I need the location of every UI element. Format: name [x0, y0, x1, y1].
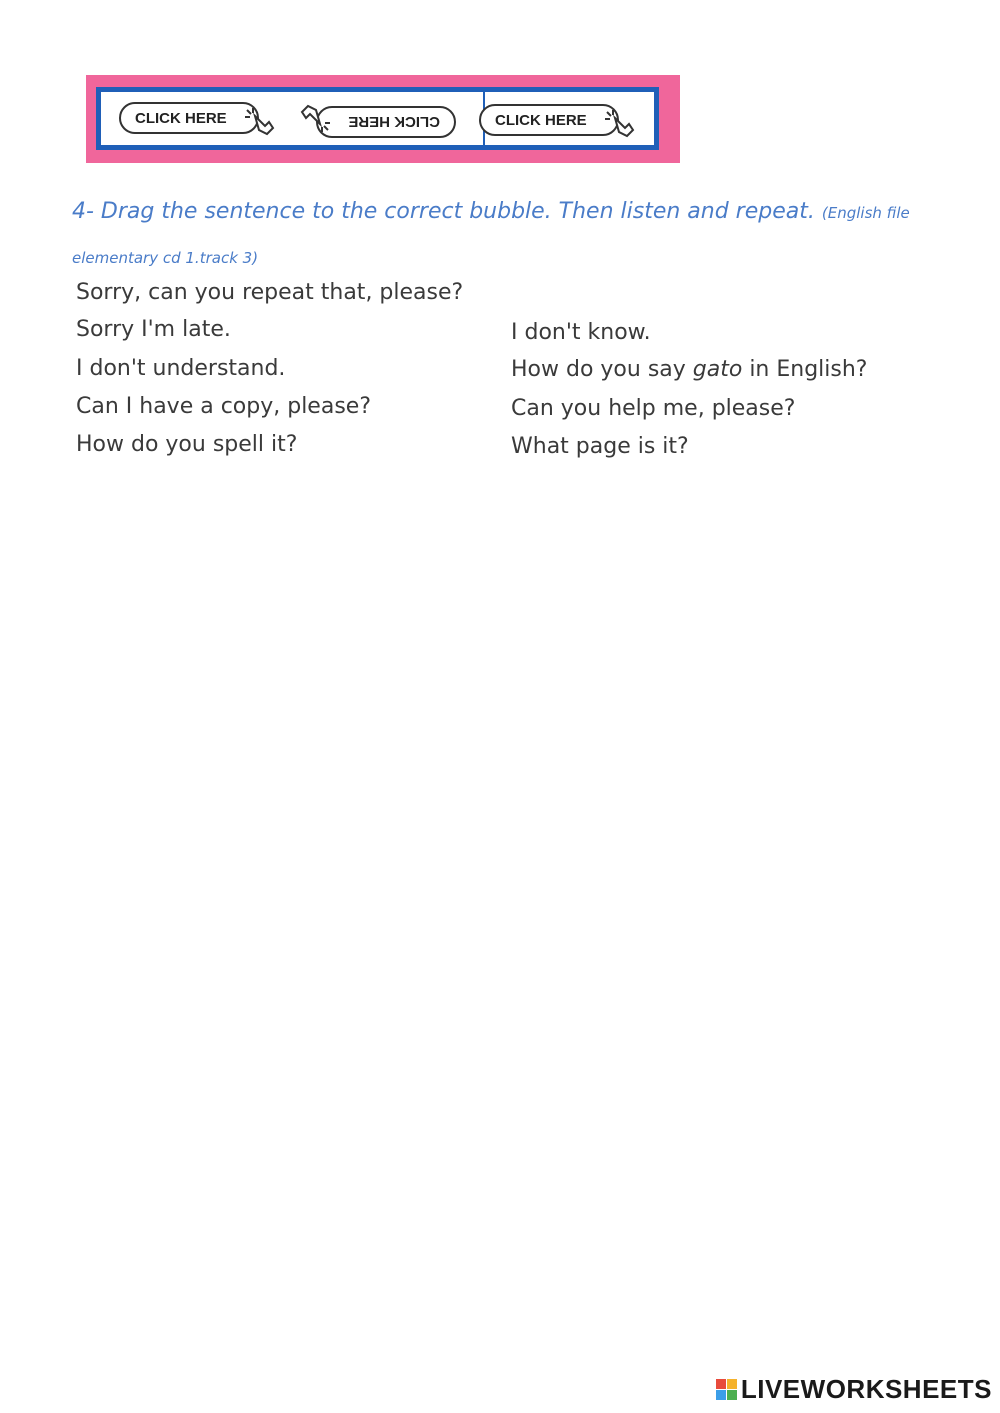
pointer-hand-icon — [603, 108, 639, 138]
liveworksheets-logo — [716, 1374, 992, 1405]
phrase-draggable[interactable] — [511, 357, 868, 382]
click-here-label: CLICK HERE — [135, 109, 227, 127]
click-here-button-2[interactable] — [316, 106, 456, 138]
click-here-button-3[interactable] — [479, 104, 619, 136]
pointer-hand-icon — [243, 106, 279, 136]
phrase-italic-word: gato — [692, 357, 743, 382]
logo-text: LIVEWORKSHEETS — [740, 1374, 992, 1404]
instruction-main: 4- Drag the sentence to the correct bubble. Then listen and repeat. — [72, 199, 815, 224]
click-here-label: CLICK HERE — [348, 113, 440, 131]
instruction-source: (English file elementary cd 1.track 3) — [72, 204, 910, 267]
banner-frame — [96, 87, 659, 150]
phrase-text: How do you say — [511, 357, 693, 382]
phrase-draggable[interactable]: Sorry, can you repeat that, please? — [76, 280, 464, 305]
pointer-hand-icon — [296, 104, 332, 134]
liveworksheets-grid-icon — [716, 1379, 737, 1400]
phrase-draggable[interactable]: How do you spell it? — [76, 432, 298, 457]
banner-body — [101, 92, 654, 145]
exercise-instruction — [72, 190, 932, 280]
phrase-draggable[interactable]: I don't understand. — [76, 356, 286, 381]
phrase-draggable[interactable]: I don't know. — [511, 320, 651, 345]
click-here-banner — [86, 75, 680, 163]
phrase-draggable[interactable]: Can you help me, please? — [511, 396, 796, 421]
click-here-button-1[interactable] — [119, 102, 259, 134]
click-here-label: CLICK HERE — [495, 111, 587, 129]
phrase-text: in English? — [742, 357, 868, 382]
phrase-draggable[interactable]: What page is it? — [511, 434, 689, 459]
phrase-draggable[interactable]: Can I have a copy, please? — [76, 394, 372, 419]
phrase-draggable[interactable]: Sorry I'm late. — [76, 317, 231, 342]
